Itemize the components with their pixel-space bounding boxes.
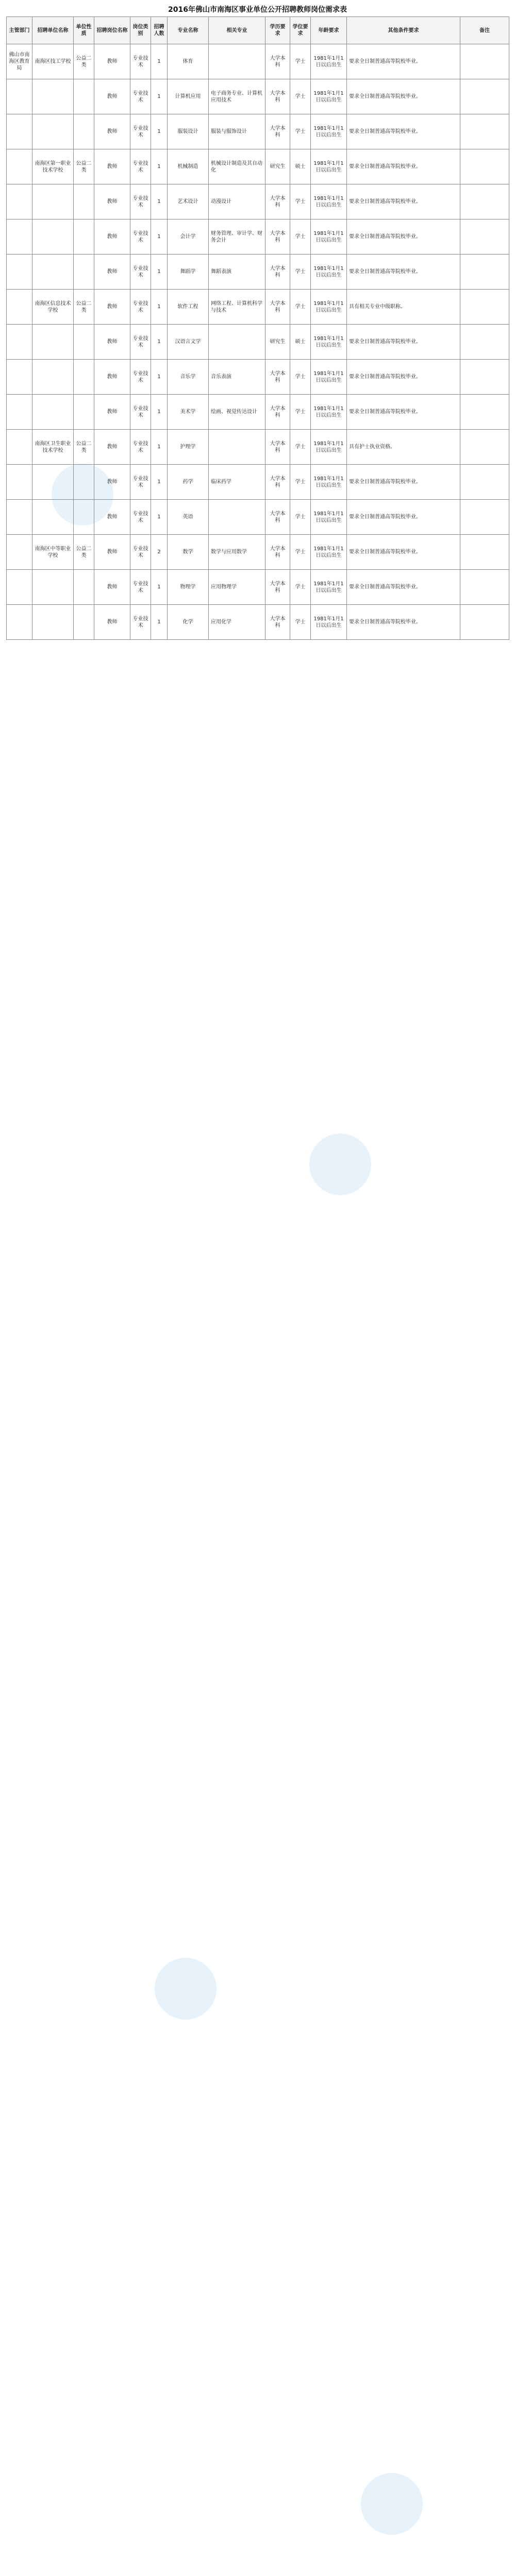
column-header: 学位要求 xyxy=(290,17,311,44)
cell-post: 教师 xyxy=(94,325,130,360)
watermark-circle xyxy=(155,1958,217,2020)
cell-other: 要求全日制普通高等院校毕业。 xyxy=(347,219,460,255)
cell-num: 1 xyxy=(151,500,168,535)
column-header: 其他条件要求 xyxy=(347,17,460,44)
cell-nature: 公益二类 xyxy=(74,44,94,79)
cell-major: 物理学 xyxy=(168,570,209,605)
cell-age: 1981年1月1日以后出生 xyxy=(311,360,347,395)
cell-dept xyxy=(7,360,32,395)
cell-degree: 学士 xyxy=(290,500,311,535)
cell-other: 要求全日制普通高等院校毕业。 xyxy=(347,184,460,219)
table-row xyxy=(7,44,509,79)
cell-dept xyxy=(7,395,32,430)
column-header: 招聘人数 xyxy=(151,17,168,44)
cell-major: 药学 xyxy=(168,465,209,500)
cell-post: 教师 xyxy=(94,360,130,395)
cell-age: 1981年1月1日以后出生 xyxy=(311,465,347,500)
table-row xyxy=(7,570,509,605)
column-header: 学历要求 xyxy=(265,17,290,44)
cell-edu: 大学本科 xyxy=(265,114,290,149)
cell-cat: 专业技术 xyxy=(130,605,151,640)
cell-related: 舞蹈表演 xyxy=(209,255,265,290)
cell-major: 汉语言文学 xyxy=(168,325,209,360)
column-header: 备注 xyxy=(460,17,509,44)
cell-nature xyxy=(74,255,94,290)
cell-edu: 大学本科 xyxy=(265,465,290,500)
cell-note xyxy=(460,465,509,500)
cell-edu: 大学本科 xyxy=(265,535,290,570)
cell-dept xyxy=(7,570,32,605)
cell-age: 1981年1月1日以后出生 xyxy=(311,325,347,360)
cell-cat: 专业技术 xyxy=(130,79,151,114)
cell-related: 绘画、视觉传达设计 xyxy=(209,395,265,430)
cell-note xyxy=(460,114,509,149)
cell-degree: 硕士 xyxy=(290,325,311,360)
cell-cat: 专业技术 xyxy=(130,465,151,500)
table-header-row xyxy=(7,17,509,44)
cell-dept xyxy=(7,149,32,184)
cell-unit xyxy=(32,114,74,149)
cell-degree: 学士 xyxy=(290,219,311,255)
cell-note xyxy=(460,535,509,570)
column-header: 单位性质 xyxy=(74,17,94,44)
cell-edu: 研究生 xyxy=(265,149,290,184)
cell-post: 教师 xyxy=(94,430,130,465)
column-header: 相关专业 xyxy=(209,17,265,44)
cell-note xyxy=(460,500,509,535)
cell-edu: 大学本科 xyxy=(265,430,290,465)
cell-num: 1 xyxy=(151,79,168,114)
recruitment-table xyxy=(6,16,509,640)
cell-age: 1981年1月1日以后出生 xyxy=(311,500,347,535)
cell-degree: 学士 xyxy=(290,395,311,430)
cell-nature: 公益二类 xyxy=(74,535,94,570)
cell-other: 要求全日制普通高等院校毕业。 xyxy=(347,605,460,640)
cell-other: 要求全日制普通高等院校毕业。 xyxy=(347,255,460,290)
cell-related: 电子商务专业、计算机应用技术 xyxy=(209,79,265,114)
cell-nature xyxy=(74,325,94,360)
cell-other: 要求全日制普通高等院校毕业。 xyxy=(347,44,460,79)
cell-dept xyxy=(7,79,32,114)
cell-post: 教师 xyxy=(94,114,130,149)
cell-dept xyxy=(7,465,32,500)
cell-major: 软件工程 xyxy=(168,290,209,325)
cell-note xyxy=(460,255,509,290)
table-row xyxy=(7,360,509,395)
cell-edu: 大学本科 xyxy=(265,255,290,290)
cell-post: 教师 xyxy=(94,605,130,640)
cell-age: 1981年1月1日以后出生 xyxy=(311,395,347,430)
cell-cat: 专业技术 xyxy=(130,430,151,465)
cell-num: 1 xyxy=(151,149,168,184)
cell-age: 1981年1月1日以后出生 xyxy=(311,255,347,290)
cell-post: 教师 xyxy=(94,44,130,79)
cell-related: 网络工程、计算机科学与技术 xyxy=(209,290,265,325)
cell-num: 1 xyxy=(151,465,168,500)
cell-degree: 学士 xyxy=(290,360,311,395)
cell-num: 1 xyxy=(151,605,168,640)
cell-nature xyxy=(74,570,94,605)
cell-age: 1981年1月1日以后出生 xyxy=(311,44,347,79)
cell-note xyxy=(460,290,509,325)
cell-other: 要求全日制普通高等院校毕业。 xyxy=(347,360,460,395)
cell-post: 教师 xyxy=(94,219,130,255)
cell-other: 具有护士执业资格。 xyxy=(347,430,460,465)
column-header: 岗位类别 xyxy=(130,17,151,44)
cell-unit xyxy=(32,605,74,640)
table-row xyxy=(7,219,509,255)
table-row xyxy=(7,290,509,325)
cell-major: 美术学 xyxy=(168,395,209,430)
cell-num: 1 xyxy=(151,290,168,325)
cell-unit: 南海区技工学校 xyxy=(32,44,74,79)
cell-note xyxy=(460,44,509,79)
cell-cat: 专业技术 xyxy=(130,114,151,149)
cell-post: 教师 xyxy=(94,255,130,290)
cell-post: 教师 xyxy=(94,465,130,500)
cell-edu: 大学本科 xyxy=(265,360,290,395)
table-row xyxy=(7,430,509,465)
table-row xyxy=(7,395,509,430)
cell-num: 1 xyxy=(151,325,168,360)
cell-edu: 大学本科 xyxy=(265,500,290,535)
cell-related: 应用物理学 xyxy=(209,570,265,605)
cell-num: 1 xyxy=(151,114,168,149)
cell-unit: 南海区信息技术学校 xyxy=(32,290,74,325)
cell-edu: 大学本科 xyxy=(265,290,290,325)
cell-nature: 公益二类 xyxy=(74,149,94,184)
cell-edu: 大学本科 xyxy=(265,570,290,605)
cell-degree: 学士 xyxy=(290,114,311,149)
cell-related xyxy=(209,430,265,465)
cell-post: 教师 xyxy=(94,395,130,430)
cell-age: 1981年1月1日以后出生 xyxy=(311,149,347,184)
cell-other: 要求全日制普通高等院校毕业。 xyxy=(347,500,460,535)
cell-post: 教师 xyxy=(94,570,130,605)
page-title: 2016年佛山市南海区事业单位公开招聘教师岗位需求表 xyxy=(168,6,347,14)
cell-age: 1981年1月1日以后出生 xyxy=(311,219,347,255)
cell-degree: 学士 xyxy=(290,44,311,79)
cell-note xyxy=(460,325,509,360)
cell-note xyxy=(460,360,509,395)
cell-degree: 学士 xyxy=(290,255,311,290)
cell-note xyxy=(460,395,509,430)
cell-age: 1981年1月1日以后出生 xyxy=(311,79,347,114)
cell-dept xyxy=(7,255,32,290)
cell-unit xyxy=(32,79,74,114)
cell-edu: 大学本科 xyxy=(265,605,290,640)
cell-nature xyxy=(74,79,94,114)
cell-num: 1 xyxy=(151,219,168,255)
column-header: 招聘岗位名称 xyxy=(94,17,130,44)
cell-age: 1981年1月1日以后出生 xyxy=(311,430,347,465)
cell-dept xyxy=(7,430,32,465)
cell-post: 教师 xyxy=(94,149,130,184)
cell-dept xyxy=(7,290,32,325)
column-header: 主管部门 xyxy=(7,17,32,44)
cell-unit: 南海区中等职业学校 xyxy=(32,535,74,570)
cell-degree: 学士 xyxy=(290,465,311,500)
cell-edu: 大学本科 xyxy=(265,184,290,219)
cell-other: 要求全日制普通高等院校毕业。 xyxy=(347,570,460,605)
cell-post: 教师 xyxy=(94,500,130,535)
cell-age: 1981年1月1日以后出生 xyxy=(311,535,347,570)
watermark-circle xyxy=(309,1133,371,1195)
cell-related xyxy=(209,325,265,360)
cell-dept xyxy=(7,114,32,149)
table-row xyxy=(7,149,509,184)
cell-note xyxy=(460,570,509,605)
cell-note xyxy=(460,605,509,640)
cell-post: 教师 xyxy=(94,79,130,114)
cell-unit: 南海区卫生职业技术学校 xyxy=(32,430,74,465)
cell-age: 1981年1月1日以后出生 xyxy=(311,570,347,605)
cell-degree: 学士 xyxy=(290,290,311,325)
watermark-circle xyxy=(361,2473,423,2535)
cell-dept xyxy=(7,535,32,570)
cell-post: 教师 xyxy=(94,290,130,325)
cell-dept xyxy=(7,325,32,360)
cell-cat: 专业技术 xyxy=(130,44,151,79)
cell-unit xyxy=(32,360,74,395)
cell-unit xyxy=(32,184,74,219)
cell-age: 1981年1月1日以后出生 xyxy=(311,290,347,325)
cell-age: 1981年1月1日以后出生 xyxy=(311,605,347,640)
cell-note xyxy=(460,430,509,465)
cell-major: 化学 xyxy=(168,605,209,640)
cell-unit xyxy=(32,219,74,255)
cell-related: 机械设计制造及其自动化 xyxy=(209,149,265,184)
cell-degree: 学士 xyxy=(290,184,311,219)
cell-cat: 专业技术 xyxy=(130,255,151,290)
table-row xyxy=(7,114,509,149)
cell-other: 要求全日制普通高等院校毕业。 xyxy=(347,325,460,360)
table-row xyxy=(7,605,509,640)
cell-age: 1981年1月1日以后出生 xyxy=(311,114,347,149)
cell-dept xyxy=(7,219,32,255)
cell-note xyxy=(460,149,509,184)
cell-post: 教师 xyxy=(94,184,130,219)
cell-degree: 学士 xyxy=(290,535,311,570)
cell-related: 数学与应用数学 xyxy=(209,535,265,570)
cell-related: 服装与服饰设计 xyxy=(209,114,265,149)
cell-major: 英语 xyxy=(168,500,209,535)
cell-degree: 学士 xyxy=(290,605,311,640)
cell-cat: 专业技术 xyxy=(130,500,151,535)
cell-other: 要求全日制普通高等院校毕业。 xyxy=(347,395,460,430)
watermark-circle xyxy=(52,464,113,526)
cell-cat: 专业技术 xyxy=(130,395,151,430)
cell-major: 机械制造 xyxy=(168,149,209,184)
cell-nature: 公益二类 xyxy=(74,430,94,465)
cell-edu: 大学本科 xyxy=(265,79,290,114)
cell-nature xyxy=(74,114,94,149)
cell-cat: 专业技术 xyxy=(130,290,151,325)
cell-nature: 公益二类 xyxy=(74,290,94,325)
cell-num: 1 xyxy=(151,430,168,465)
cell-unit xyxy=(32,395,74,430)
cell-cat: 专业技术 xyxy=(130,325,151,360)
cell-cat: 专业技术 xyxy=(130,149,151,184)
cell-major: 舞蹈学 xyxy=(168,255,209,290)
cell-num: 1 xyxy=(151,44,168,79)
cell-num: 1 xyxy=(151,570,168,605)
cell-degree: 学士 xyxy=(290,570,311,605)
cell-dept: 佛山市南海区教育局 xyxy=(7,44,32,79)
cell-post: 教师 xyxy=(94,535,130,570)
cell-num: 1 xyxy=(151,395,168,430)
cell-unit: 南海区第一职业技术学校 xyxy=(32,149,74,184)
cell-nature xyxy=(74,219,94,255)
cell-related xyxy=(209,44,265,79)
cell-cat: 专业技术 xyxy=(130,184,151,219)
cell-degree: 学士 xyxy=(290,430,311,465)
cell-edu: 大学本科 xyxy=(265,44,290,79)
cell-major: 体育 xyxy=(168,44,209,79)
column-header: 专业名称 xyxy=(168,17,209,44)
cell-major: 计算机应用 xyxy=(168,79,209,114)
cell-related: 财务管理、审计学、财务会计 xyxy=(209,219,265,255)
cell-other: 要求全日制普通高等院校毕业。 xyxy=(347,535,460,570)
cell-edu: 大学本科 xyxy=(265,395,290,430)
cell-note xyxy=(460,79,509,114)
cell-related: 临床药学 xyxy=(209,465,265,500)
cell-nature xyxy=(74,184,94,219)
cell-nature xyxy=(74,395,94,430)
cell-num: 1 xyxy=(151,360,168,395)
table-row xyxy=(7,255,509,290)
cell-unit xyxy=(32,255,74,290)
cell-edu: 研究生 xyxy=(265,325,290,360)
cell-cat: 专业技术 xyxy=(130,219,151,255)
cell-other: 要求全日制普通高等院校毕业。 xyxy=(347,465,460,500)
cell-major: 音乐学 xyxy=(168,360,209,395)
cell-num: 2 xyxy=(151,535,168,570)
cell-dept xyxy=(7,605,32,640)
table-row xyxy=(7,79,509,114)
cell-related: 应用化学 xyxy=(209,605,265,640)
cell-nature xyxy=(74,605,94,640)
cell-unit xyxy=(32,570,74,605)
cell-cat: 专业技术 xyxy=(130,535,151,570)
cell-degree: 学士 xyxy=(290,79,311,114)
cell-unit xyxy=(32,325,74,360)
cell-nature xyxy=(74,360,94,395)
cell-age: 1981年1月1日以后出生 xyxy=(311,184,347,219)
cell-major: 会计学 xyxy=(168,219,209,255)
cell-degree: 硕士 xyxy=(290,149,311,184)
cell-dept xyxy=(7,500,32,535)
cell-major: 数学 xyxy=(168,535,209,570)
cell-cat: 专业技术 xyxy=(130,360,151,395)
cell-major: 艺术设计 xyxy=(168,184,209,219)
cell-cat: 专业技术 xyxy=(130,570,151,605)
cell-major: 服装设计 xyxy=(168,114,209,149)
table-row xyxy=(7,184,509,219)
column-header: 招聘单位名称 xyxy=(32,17,74,44)
cell-num: 1 xyxy=(151,255,168,290)
cell-other: 要求全日制普通高等院校毕业。 xyxy=(347,149,460,184)
column-header: 年龄要求 xyxy=(311,17,347,44)
table-row xyxy=(7,535,509,570)
cell-major: 护理学 xyxy=(168,430,209,465)
cell-edu: 大学本科 xyxy=(265,219,290,255)
cell-other: 具有相关专业中级职称。 xyxy=(347,290,460,325)
cell-other: 要求全日制普通高等院校毕业。 xyxy=(347,114,460,149)
cell-note xyxy=(460,184,509,219)
cell-related: 音乐表演 xyxy=(209,360,265,395)
cell-related: 动漫设计 xyxy=(209,184,265,219)
cell-note xyxy=(460,219,509,255)
cell-other: 要求全日制普通高等院校毕业。 xyxy=(347,79,460,114)
table-row xyxy=(7,325,509,360)
cell-num: 1 xyxy=(151,184,168,219)
cell-related xyxy=(209,500,265,535)
cell-dept xyxy=(7,184,32,219)
